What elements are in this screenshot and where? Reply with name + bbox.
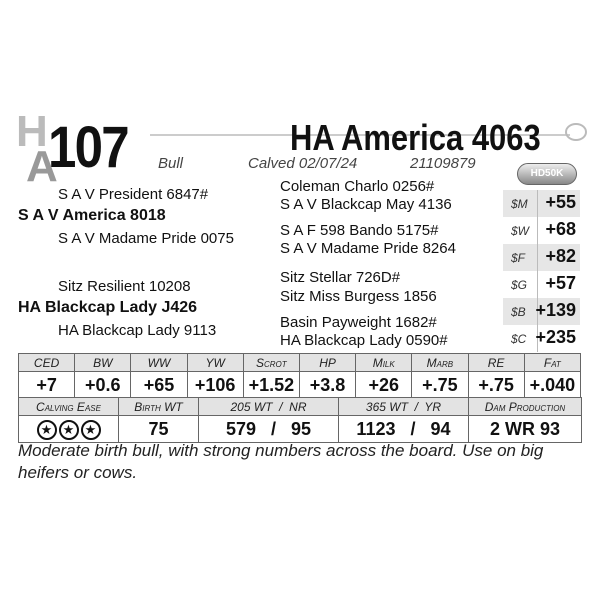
sex: Bull	[158, 155, 184, 172]
index-label: $F	[511, 251, 526, 265]
epd-value: +26	[356, 372, 412, 399]
epd-header: Marb	[412, 354, 468, 372]
epd-header: WW	[131, 354, 187, 372]
pedigree-g3-6: Sitz Miss Burgess 1856	[280, 288, 437, 305]
logo-h: H	[16, 107, 48, 156]
weight-365: 1123	[356, 418, 396, 439]
logo-a: A	[26, 142, 58, 191]
sire-sire: S A V President 6847#	[58, 186, 209, 203]
dam: HA Blackcap Lady J426	[18, 299, 198, 316]
pedigree-g3-3: S A F 598 Bando 5175#	[280, 222, 439, 239]
sire: S A V America 8018	[18, 207, 166, 224]
epd-value: +1.52	[243, 372, 299, 399]
pedigree-g3-8: HA Blackcap Lady 0590#	[280, 332, 448, 349]
epd-header: RE	[468, 354, 524, 372]
epd-value: +106	[187, 372, 243, 399]
pedigree-g3-1: Coleman Charlo 0256#	[280, 178, 435, 195]
star-icon	[81, 420, 101, 440]
slash: /	[410, 418, 416, 439]
pedigree-g3-2: S A V Blackcap May 4136	[280, 196, 452, 213]
title-line-end-icon	[565, 123, 587, 141]
comment: Moderate birth bull, with strong numbers across the board. Use on big heifers or cows.	[18, 441, 544, 482]
index-box	[503, 190, 580, 352]
index-value: +68	[545, 219, 576, 239]
dam-production: 2 WR 93	[469, 416, 582, 443]
animal-name: HA America 4063	[290, 117, 541, 158]
calved-date: Calved 02/07/24	[248, 155, 358, 172]
star-icon	[37, 420, 57, 440]
index-label: $G	[511, 278, 528, 292]
sire-dam: S A V Madame Pride 0075	[58, 230, 234, 247]
index-value: +57	[545, 273, 576, 293]
index-value: +55	[545, 192, 576, 212]
registration-number: 21109879	[410, 155, 476, 172]
performance-table	[18, 397, 582, 443]
star-icon	[59, 420, 79, 440]
index-value: +235	[535, 327, 576, 347]
epd-header: Scrot	[243, 354, 299, 372]
index-label: $M	[511, 197, 528, 211]
index-row-c	[503, 325, 580, 352]
dam-sire: Sitz Resilient 10208	[58, 278, 191, 295]
yr-ratio: 94	[430, 418, 451, 439]
epd-table	[18, 353, 581, 399]
index-label: $B	[511, 305, 526, 319]
index-value: +139	[535, 300, 576, 320]
epd-value: +3.8	[299, 372, 355, 399]
pedigree-g3-4: S A V Madame Pride 8264	[280, 240, 456, 257]
index-label: $W	[511, 224, 529, 238]
pedigree-g3-5: Sitz Stellar 726D#	[280, 269, 401, 286]
weight-205: 579	[225, 418, 256, 439]
epd-value: +65	[131, 372, 187, 399]
epd-header: CED	[19, 354, 75, 372]
epd-header: HP	[299, 354, 355, 372]
perf-header: Birth WT	[119, 398, 199, 416]
index-row-w	[503, 217, 580, 244]
perf-header: 365 WT / YR	[339, 398, 469, 416]
index-row-b	[503, 298, 580, 325]
hd50k-badge: HD50K	[517, 163, 577, 185]
epd-value: +.75	[412, 372, 468, 399]
epd-value: +.75	[468, 372, 524, 399]
index-row-g	[503, 271, 580, 298]
perf-header: 205 WT / NR	[199, 398, 339, 416]
index-label: $C	[511, 332, 527, 346]
yearling-weight-ratio	[339, 416, 469, 443]
index-row-m	[503, 190, 580, 217]
epd-header: BW	[75, 354, 131, 372]
index-row-f	[503, 244, 580, 271]
epd-header: Fat	[524, 354, 580, 372]
weaning-weight-ratio	[199, 416, 339, 443]
pedigree-g3-7: Basin Payweight 1682#	[280, 314, 437, 331]
calving-ease-stars	[19, 416, 119, 443]
dam-dam: HA Blackcap Lady 9113	[58, 322, 217, 339]
nr-ratio: 95	[291, 418, 312, 439]
epd-value: +0.6	[75, 372, 131, 399]
epd-value: +7	[19, 372, 75, 399]
index-value: +82	[545, 246, 576, 266]
slash: /	[271, 418, 277, 439]
epd-value: +.040	[524, 372, 580, 399]
lot-number: 107	[48, 115, 128, 180]
perf-header: Dam Production	[469, 398, 582, 416]
perf-header: Calving Ease	[19, 398, 119, 416]
epd-header: Milk	[356, 354, 412, 372]
epd-header: YW	[187, 354, 243, 372]
birth-weight: 75	[119, 416, 199, 443]
